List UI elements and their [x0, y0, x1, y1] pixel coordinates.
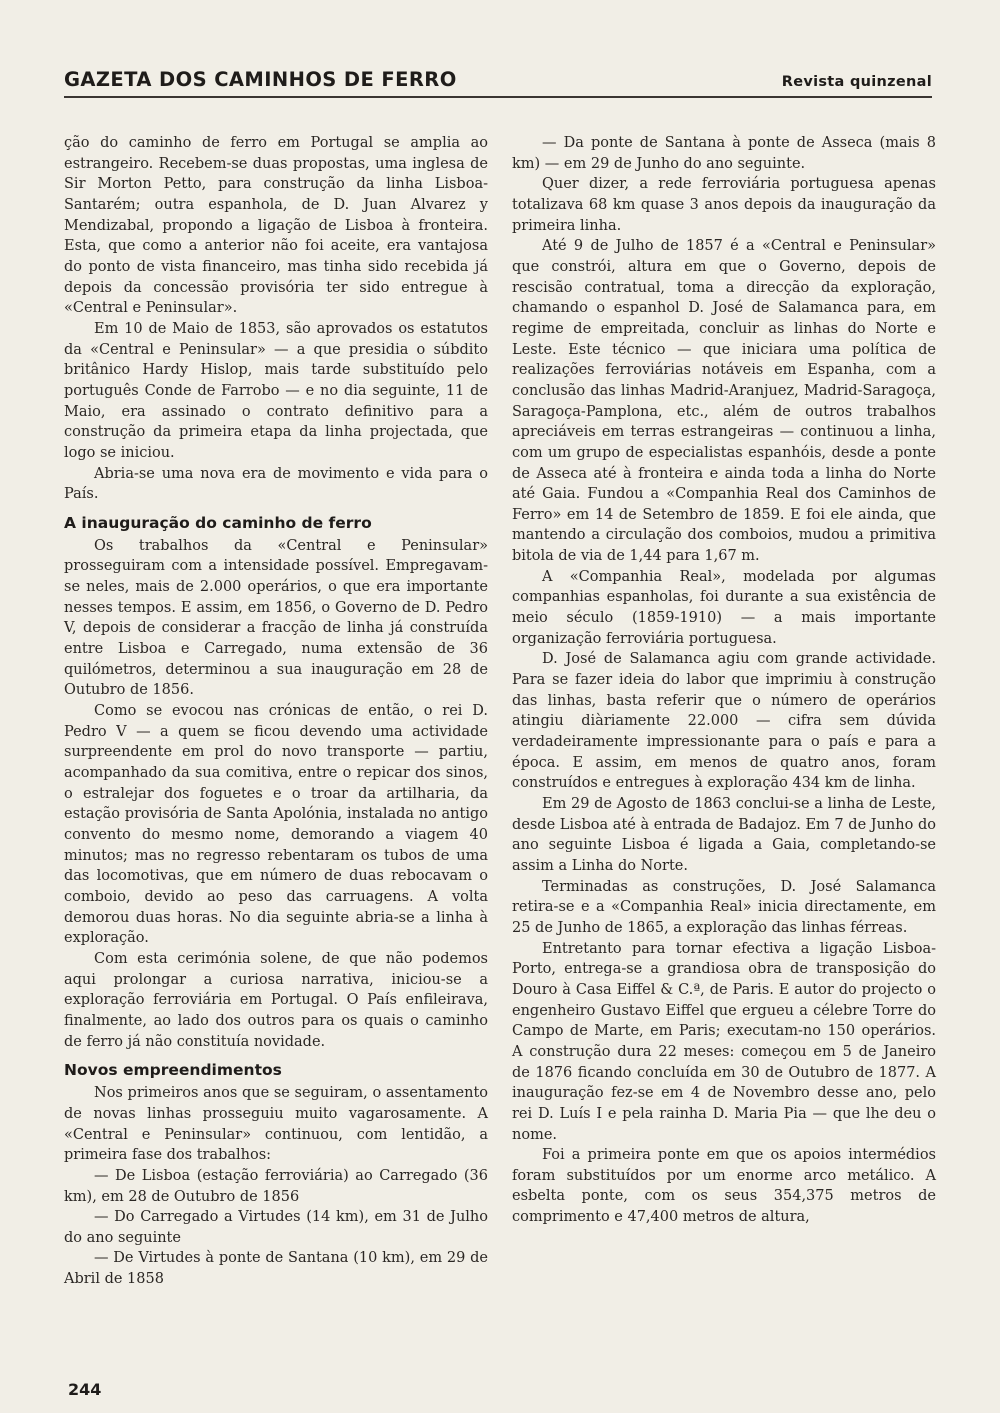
paragraph: A «Companhia Real», modelada por algumas companhias espanholas, foi durante a sua existência de meio século (1859-1910) — a mais importante organização ferroviária portuguesa.: [512, 568, 936, 647]
paragraph: Quer dizer, a rede ferroviária portuguesa apenas totalizava 68 km quase 3 anos depois da inauguração da primeira linha.: [512, 176, 936, 234]
paragraph: Até 9 de Julho de 1857 é a «Central e Peninsular» que constrói, altura em que o Governo, depois de rescisão contratual, toma a direcção da exploração, chamando o espanhol D. José de Salamanca para, em regime de empreitada, concluir as linhas do Norte e Leste. Este técnico — que iniciara uma política de realizações ferroviárias notáveis em Espanha, com a conclusão das linhas Madrid-Aranjuez, Madrid-Saragoça, Saragoça-Pamplona, etc., além de outros trabalhos apreciáveis em terras estrangeiras — continuou a linha, com um grupo de especialistas espanhóis, desde a ponte de Asseca até à fronteira e ainda toda a linha do Norte até Gaia. Fundou a «Companhia Real dos Caminhos de Ferro» em 14 de Setembro de 1859. E foi ele ainda, que mantendo a circulação dos comboios, mudou a primitiva bitola de via de 1,44 para 1,67 m.: [512, 238, 936, 565]
page-header: [64, 68, 932, 91]
publication-subtitle: Revista quinzenal: [781, 74, 932, 90]
section-heading: A inauguração do caminho de ferro: [64, 513, 372, 532]
left-column: [64, 133, 488, 1290]
list-item: — De Virtudes à ponte de Santana (10 km), em 29 de Abril de 1858: [64, 1250, 488, 1288]
paragraph: Com esta cerimónia solene, de que não podemos aqui prolongar a curiosa narrativa, iniciou-se a exploração ferroviária em Portugal. O País enfileirava, finalmente, ao lado dos outros para os quais o caminho de ferro já não constituía novidade.: [64, 950, 488, 1050]
paragraph: Abria-se uma nova era de movimento e vida para o País.: [64, 465, 488, 503]
list-item: — Do Carregado a Virtudes (14 km), em 31 de Julho do ano seguinte: [64, 1209, 488, 1246]
publication-title: GAZETA DOS CAMINHOS DE FERRO: [64, 68, 457, 91]
section-heading: Novos empreendimentos: [64, 1061, 282, 1080]
paragraph: Foi a primeira ponte em que os apoios intermédios foram substituídos por um enorme arco metálico. A esbelta ponte, com os seus 354,375 metros de comprimento e 47,400 metros de altura,: [512, 1147, 936, 1226]
paragraph: D. José de Salamanca agiu com grande actividade. Para se fazer ideia do labor que imprimiu à construção das linhas, basta referir que o número de operários atingiu diàriamente 22.000 — cifra sem dúvida verdadeiramente impressionante para o país e para a época. E assim, em menos de quatro anos, foram construídos e entregues à exploração 434 km de linha.: [512, 651, 936, 792]
paragraph: ção do caminho de ferro em Portugal se amplia ao estrangeiro. Recebem-se duas propostas, uma inglesa de Sir Morton Petto, para construção da linha Lisboa-Santarém; outra espanhola, de D. Juan Alvarez y Mendizabal, propondo a ligação de Lisboa à fronteira. Esta, que como a anterior não foi aceite, era vantajosa do ponto de vista financeiro, mas tinha sido recebida já depois da concessão provisória ter sido entregue à «Central e Peninsular».: [64, 135, 488, 317]
paragraph: Os trabalhos da «Central e Peninsular» prosseguiram com a intensidade possível. Empregavam-se neles, mais de 2.000 operários, o que era importante nesses tempos. E assim, em 1856, o Governo de D. Pedro V, depois de considerar a fracção de linha já construída entre Lisboa e Carregado, numa extensão de 36 quilómetros, determinou a sua inauguração em 28 de Outubro de 1856.: [64, 537, 488, 699]
header-rule: [64, 96, 932, 98]
paragraph: Como se evocou nas crónicas de então, o rei D. Pedro V — a quem se ficou devendo uma actividade surpreendente em prol do novo transporte — partiu, acompanhado da sua comitiva, entre o repicar dos sinos, o estralejar dos foguetes e o troar da artilharia, da estação provisória de Santa Apolónia, instalada no antigo convento do mesmo nome, demorando a viagem 40 minutos; mas no regresso rebentaram os tubos de uma das locomotivas, que em número de duas rebocavam o comboio, devido ao peso das carruagens. A volta demorou duas horas. No dia seguinte abria-se a linha à exploração.: [64, 703, 488, 947]
list-item: — De Lisboa (estação ferroviária) ao Carregado (36 km), em 28 de Outubro de 1856: [64, 1167, 488, 1205]
page-number: 244: [68, 1380, 102, 1399]
paragraph: Entretanto para tornar efectiva a ligação Lisboa-Porto, entrega-se a grandiosa obra de transposição do Douro à Casa Eiffel & C.ª, de Paris. E autor do projecto o engenheiro Gustavo Eiffel que ergueu a célebre Torre do Campo de Marte, em Paris; executam-no 150 operários. A construção dura 22 meses: começou em 5 de Janeiro de 1876 ficando concluída em 30 de Outubro de 1877. A inauguração fez-se em 4 de Novembro desse ano, pelo rei D. Luís I e pela rainha D. Maria Pia — que lhe deu o nome.: [512, 940, 936, 1143]
paragraph: Nos primeiros anos que se seguiram, o assentamento de novas linhas prosseguiu muito vagarosamente. A «Central e Peninsular» continuou, com lentidão, a primeira fase dos trabalhos:: [64, 1085, 488, 1164]
paragraph: Em 10 de Maio de 1853, são aprovados os estatutos da «Central e Peninsular» — a que presidia o súbdito britânico Hardy Hislop, mais tarde substituído pelo português Conde de Farrobo — e no dia seguinte, 11 de Maio, era assinado o contrato definitivo para a construção da primeira etapa da linha projectada, que logo se iniciou.: [64, 320, 488, 461]
list-item: — Da ponte de Santana à ponte de Asseca (mais 8 km) — em 29 de Junho do ano seguinte.: [512, 135, 936, 172]
paragraph: Terminadas as construções, D. José Salamanca retira-se e a «Companhia Real» inicia directamente, em 25 de Junho de 1865, a exploração das linhas férreas.: [512, 878, 936, 936]
paragraph: Em 29 de Agosto de 1863 conclui-se a linha de Leste, desde Lisboa até à entrada de Badajoz. Em 7 de Junho do ano seguinte Lisboa é ligada a Gaia, completando-se assim a Linha do Norte.: [512, 796, 936, 874]
right-column: [512, 133, 936, 1228]
